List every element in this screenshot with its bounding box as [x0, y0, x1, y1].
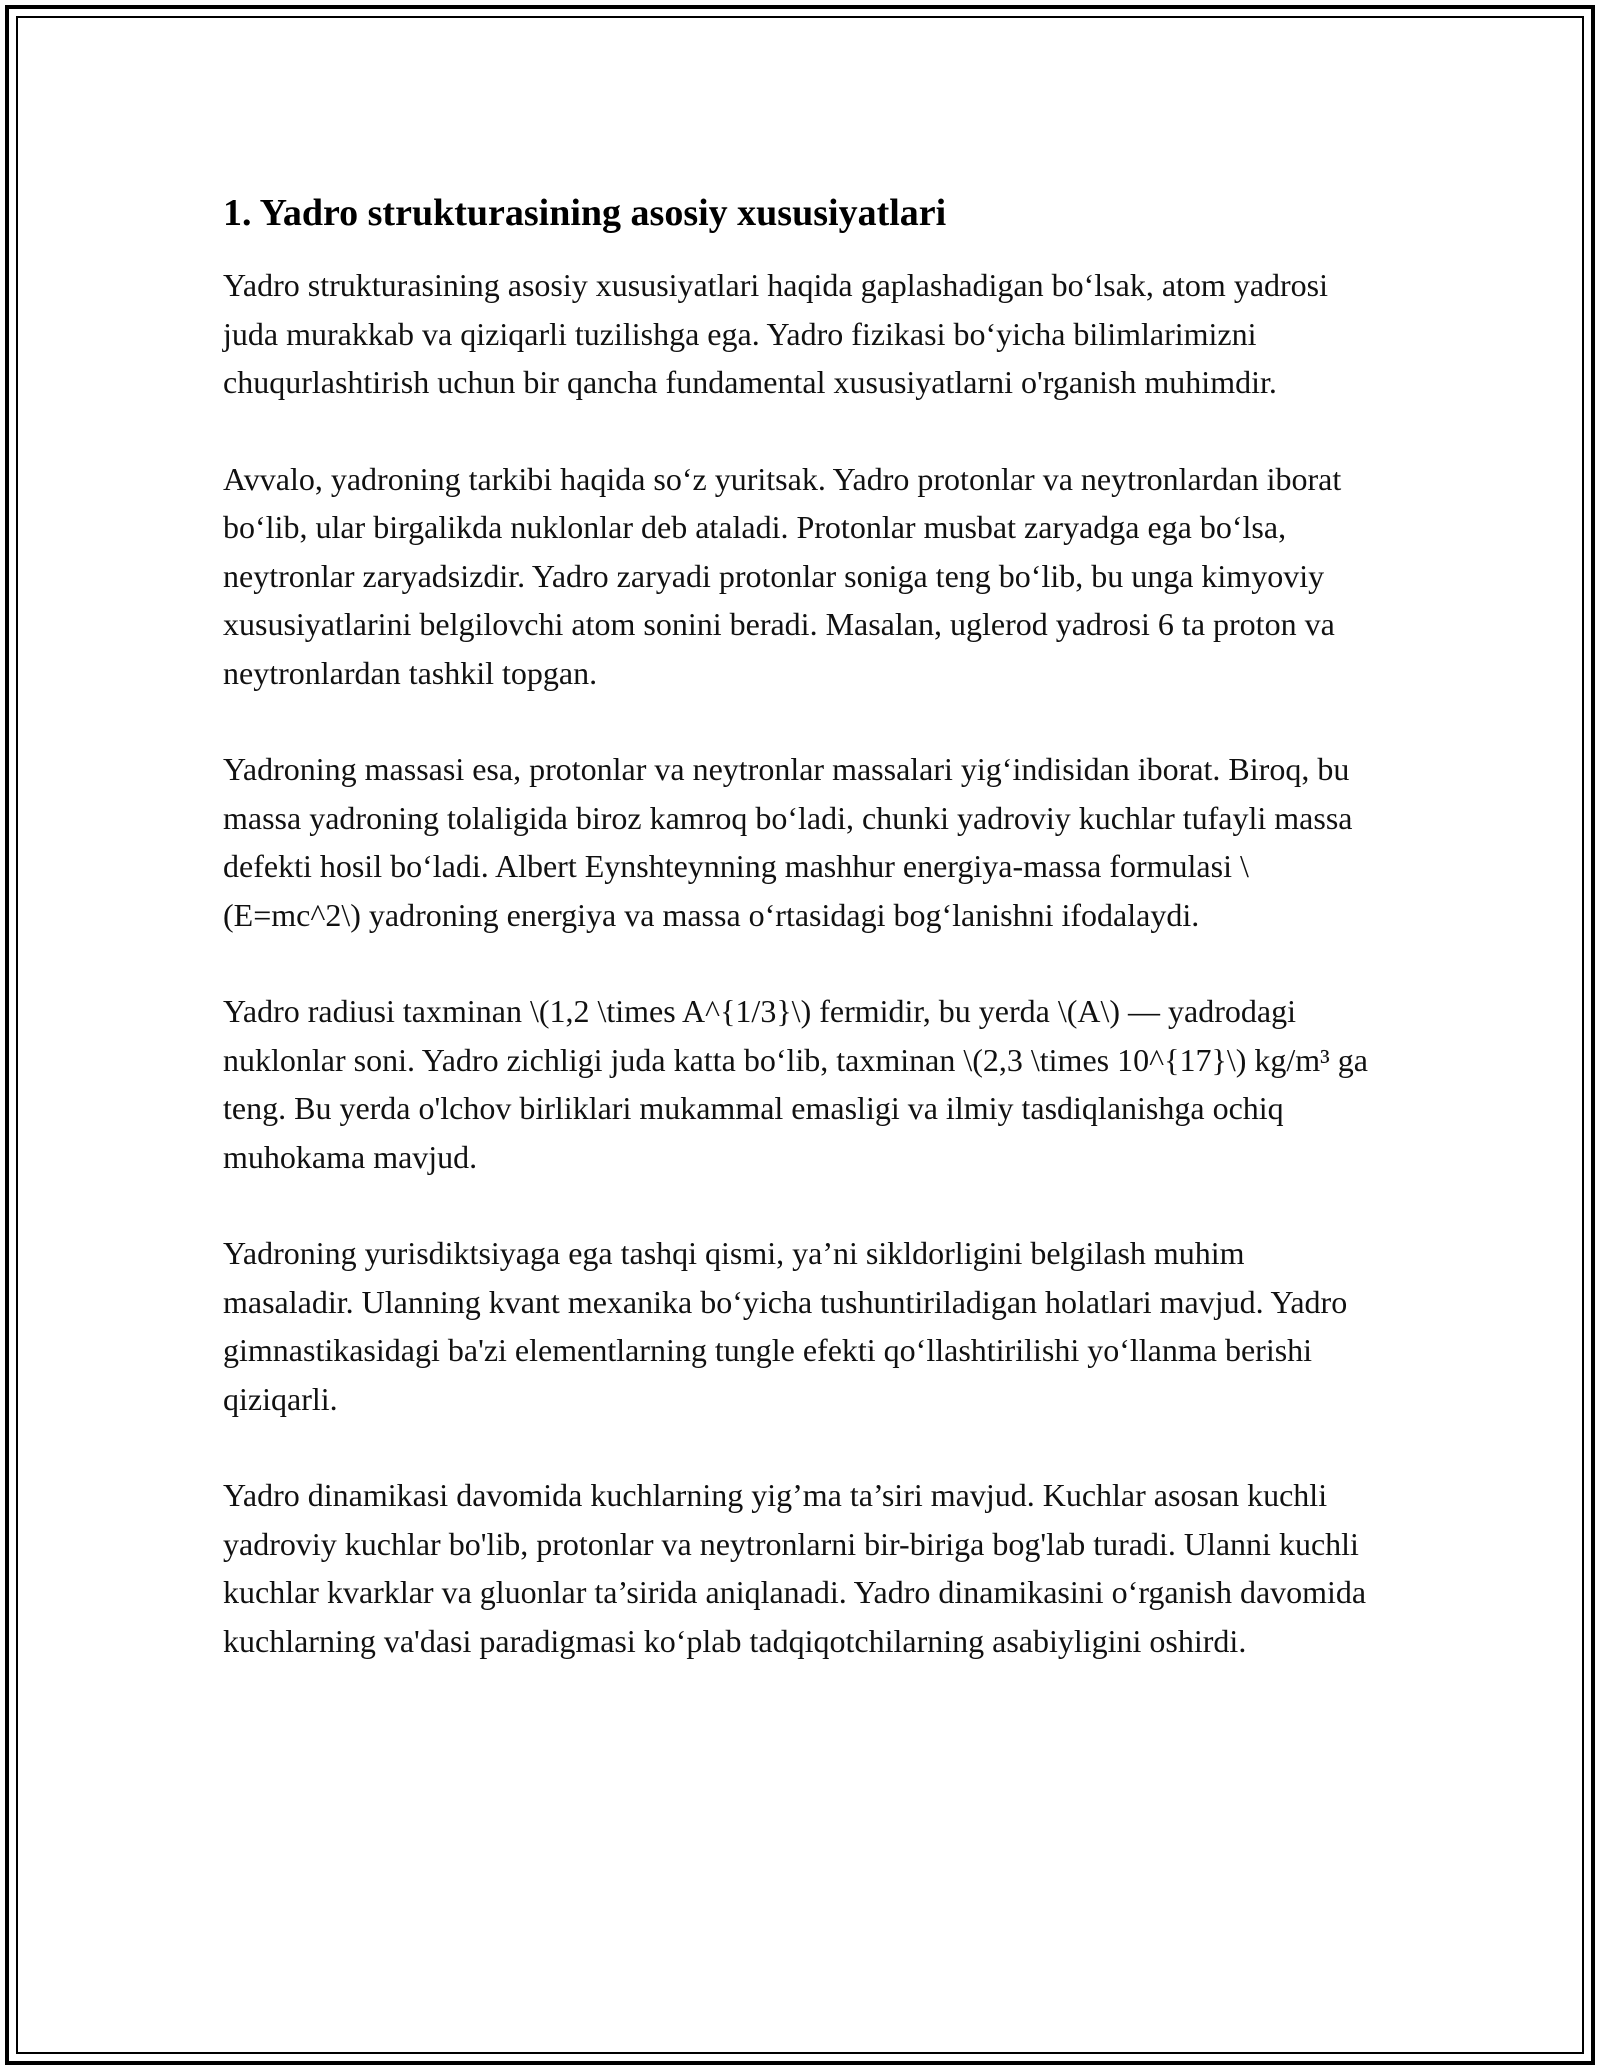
paragraph-intro: Yadro strukturasining asosiy xususiyatlari haqida gaplashadigan bo‘lsak, atom yadrosi juda murakkab va qiziqarli tuzilishga ega. Yadro fizikasi bo‘yicha bilimlarimizni chuqurlashtirish uchun bir qancha fundamental xususiyatlarni o'rganish muhimdir.: [223, 267, 1329, 400]
paragraph-mass: Yadroning massasi esa, protonlar va neytronlar massalari yig‘indisidan iborat. Biroq, bu massa yadroning tolaligida biroz kamroq bo‘ladi, chunki yadroviy kuchlar tufayli massa defekti hosil bo‘ladi. Albert Eynshteynning mashhur energiya-massa formulasi \(E=mc^2\) yadroning energiya va massa o‘rtasidagi bog‘lanishni ifodalaydi.: [223, 751, 1353, 933]
paragraph-composition: Avvalo, yadroning tarkibi haqida so‘z yuritsak. Yadro protonlar va neytronlardan iborat bo‘lib, ular birgalikda nuklonlar deb ataladi. Protonlar musbat zaryadga ega bo‘lsa, neytronlar zaryadsizdir. Yadro zaryadi protonlar soniga teng bo‘lib, bu unga kimyoviy xususiyatlarini belgilovchi atom sonini beradi. Masalan, uglerod yadrosi 6 ta proton va neytronlardan tashkil topgan.: [223, 460, 1342, 691]
paragraph-dynamics: Yadro dinamikasi davomida kuchlarning yig’ma ta’siri mavjud. Kuchlar asosan kuchli yadroviy kuchlar bo'lib, protonlar va neytronlarni bir-biriga bog'lab turadi. Ulanni kuchli kuchlar kvarklar va gluonlar ta’sirida aniqlanadi. Yadro dinamikasini o‘rganish davomida kuchlarning va'dasi paradigmasi ko‘plab tadqiqotchilarning asabiyligini oshirdi.: [223, 1477, 1367, 1659]
section-heading: 1. Yadro strukturasining asosiy xususiyatlari: [223, 192, 947, 234]
document-body: [223, 185, 1373, 1713]
paragraph-outer-part: Yadroning yurisdiktsiyaga ega tashqi qismi, ya’ni sikldorligini belgilash muhim masaladir. Ulanning kvant mexanika bo‘yicha tushuntiriladigan holatlari mavjud. Yadro gimnastikasidagi ba'zi elementlarning tungle efekti qo‘llashtirilishi yo‘llanma berishi qiziqarli.: [223, 1235, 1348, 1417]
paragraph-radius: Yadro radiusi taxminan \(1,2 \times A^{1/3}\) fermidir, bu yerda \(A\) — yadrodagi nuklonlar soni. Yadro zichligi juda katta bo‘lib, taxminan \(2,3 \times 10^{17}\) kg/m³ ga teng. Bu yerda o'lchov birliklari mukammal emasligi va ilmiy tasdiqlanishga ochiq muhokama mavjud.: [223, 993, 1368, 1175]
